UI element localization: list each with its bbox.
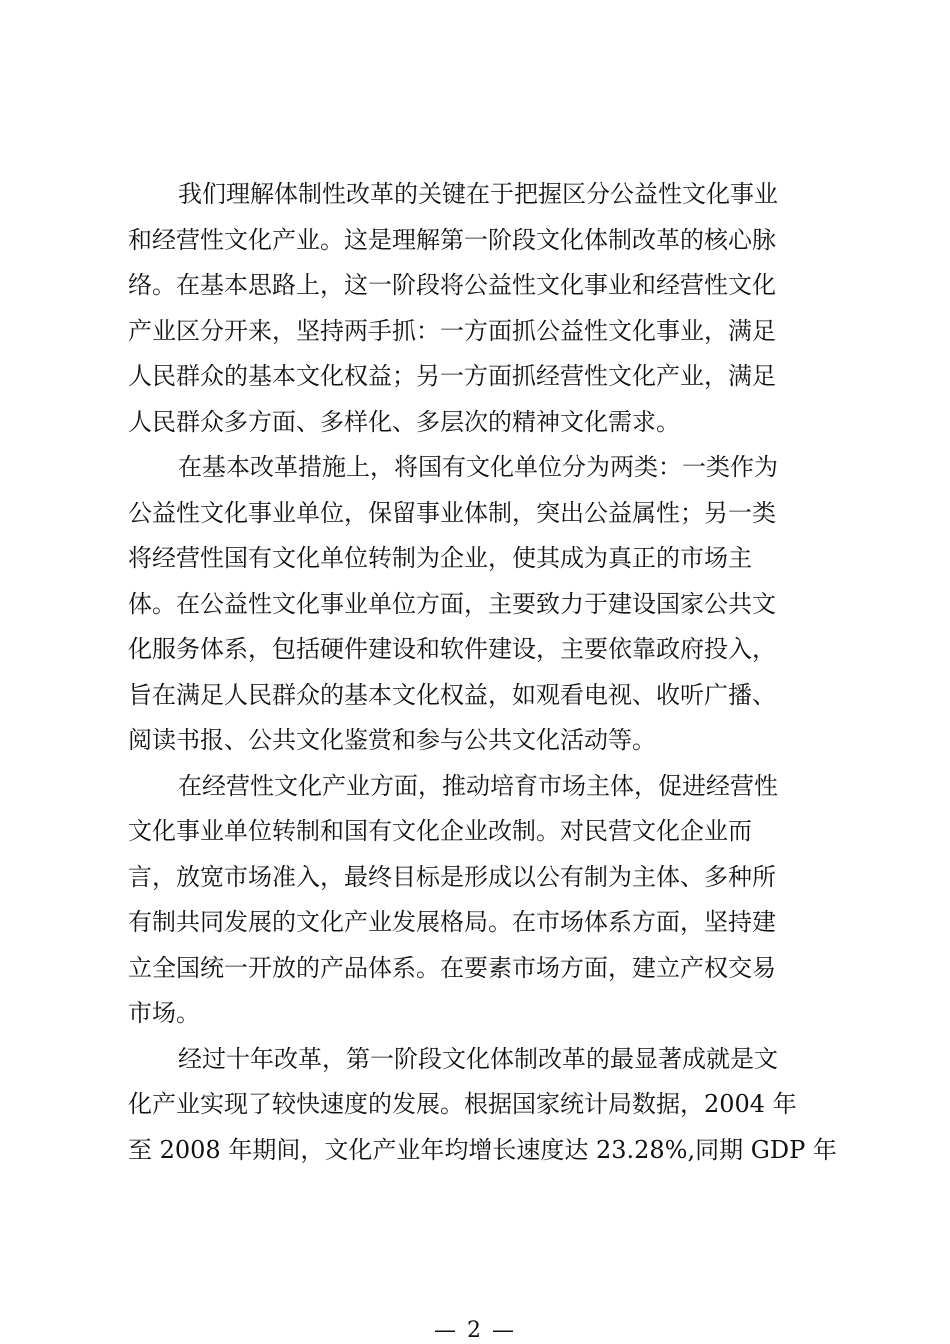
text-line: 有制共同发展的文化产业发展格局。在市场体系方面，坚持建 (128, 908, 776, 936)
text-line: 市场。 (128, 999, 200, 1027)
text-line: 和经营性文化产业。这是理解第一阶段文化体制改革的核心脉 (128, 225, 776, 254)
text-line: 产业区分开来，坚持两手抓：一方面抓公益性文化事业，满足 (128, 316, 776, 345)
text-line: 人民群众的基本文化权益；另一方面抓经营性文化产业，满足 (128, 362, 776, 390)
text-line: 络。在基本思路上，这一阶段将公益性文化事业和经营性文化 (128, 271, 776, 299)
page-number: — 2 — (434, 1318, 516, 1343)
text-line: 公益性文化事业单位，保留事业体制，突出公益属性；另一类 (128, 498, 776, 527)
text-line: 将经营性国有文化单位转制为企业，使其成为真正的市场主 (128, 544, 752, 572)
text-line: 我们理解体制性改革的关键在于把握区分公益性文化事业 (178, 180, 778, 208)
text-line: 言，放宽市场准入，最终目标是形成以公有制为主体、多种所 (128, 862, 776, 891)
text-line: 化服务体系，包括硬件建设和软件建设，主要依靠政府投入， (128, 635, 776, 663)
text-line: 化产业实现了较快速度的发展。根据国家统计局数据，2004 年 (128, 1090, 797, 1118)
text-line: 体。在公益性文化事业单位方面，主要致力于建设国家公共文 (128, 589, 776, 618)
text-line: 旨在满足人民群众的基本文化权益，如观看电视、收听广播、 (128, 680, 776, 709)
text-line: 在基本改革措施上，将国有文化单位分为两类：一类作为 (178, 453, 778, 481)
body-text (128, 172, 837, 1173)
text-line: 至 2008 年期间，文化产业年均增长速度达 23.28%,同期 GDP 年 (128, 1135, 837, 1164)
text-line: 经过十年改革，第一阶段文化体制改革的最显著成就是文 (178, 1044, 778, 1073)
text-line: 在经营性文化产业方面，推动培育市场主体，促进经营性 (178, 771, 778, 800)
text-line: 文化事业单位转制和国有文化企业改制。对民营文化企业而 (128, 817, 752, 845)
text-line: 阅读书报、公共文化鉴赏和参与公共文化活动等。 (128, 726, 656, 754)
text-line: 人民群众多方面、多样化、多层次的精神文化需求。 (128, 407, 680, 436)
text-line: 立全国统一开放的产品体系。在要素市场方面，建立产权交易 (128, 953, 776, 982)
